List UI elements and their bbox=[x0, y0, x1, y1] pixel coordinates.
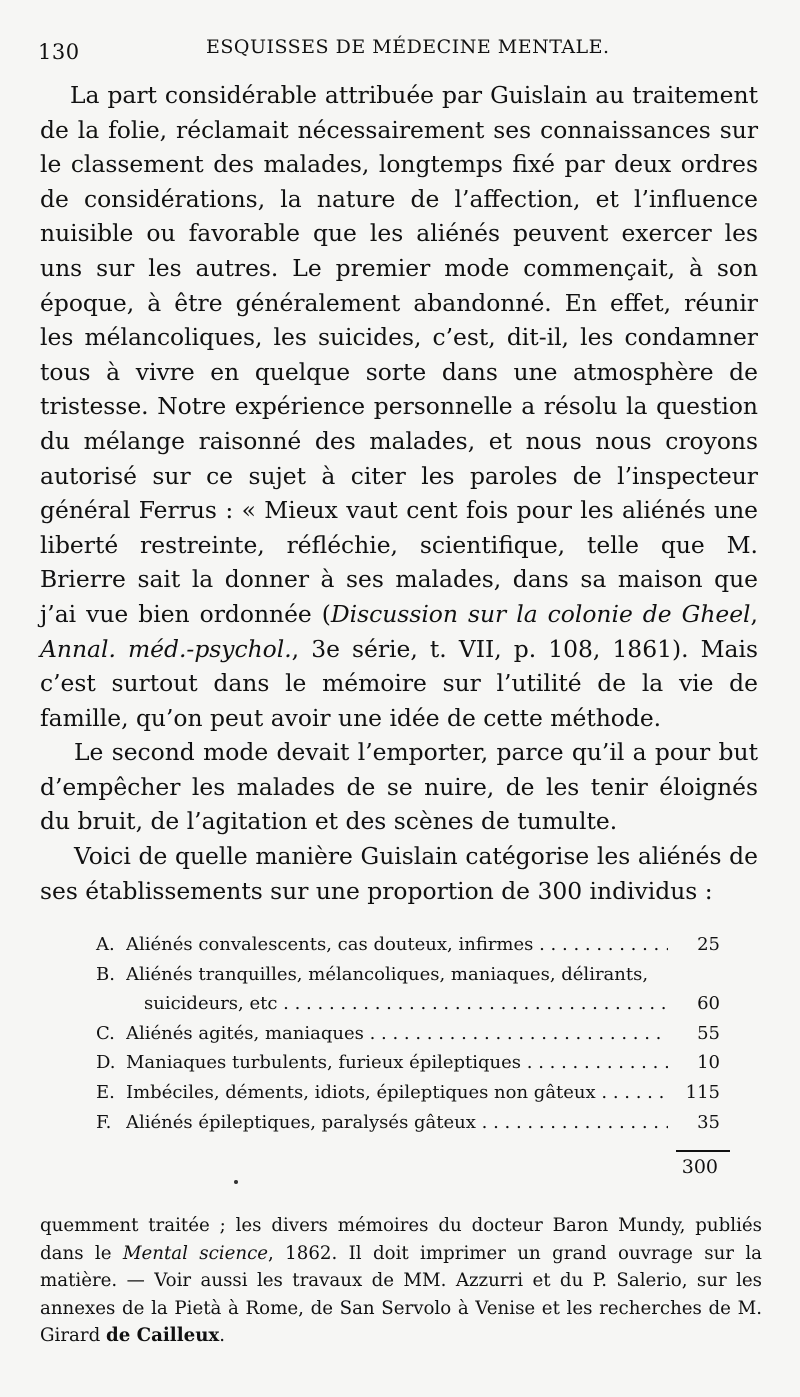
row-text: Imbéciles, déments, idiots, épileptiques non gâteux . . . bbox=[126, 1078, 668, 1108]
row-text: suicideurs, etc . . . bbox=[144, 989, 668, 1019]
row-value: 35 bbox=[697, 1111, 720, 1133]
footnote-text-end: . bbox=[219, 1325, 226, 1347]
row-value: 115 bbox=[685, 1081, 720, 1103]
table-row bbox=[96, 1048, 720, 1078]
table-row bbox=[96, 960, 720, 990]
row-text: Aliénés tranquilles, mélancoliques, maniaques, délirants, bbox=[126, 963, 649, 985]
row-label: F. bbox=[96, 1111, 112, 1133]
total-rule bbox=[676, 1150, 730, 1152]
categories-table bbox=[96, 930, 720, 1137]
row-label: C. bbox=[96, 1022, 115, 1044]
table-row bbox=[96, 1078, 720, 1108]
footnote bbox=[40, 1212, 762, 1350]
footnote-text-2: , 1862. Il doit imprimer un grand ouvrage sur la matière. — Voir aussi les travaux de MM. Azzurri et du P. Salerio, sur les annexes de la Pietà à Rome, de San Servolo à Venise et les recherches de M. Girard bbox=[40, 1242, 763, 1347]
row-label: E. bbox=[96, 1081, 115, 1103]
footnote-bold: de Cailleux bbox=[106, 1325, 220, 1347]
main-text bbox=[40, 78, 758, 908]
footnote-paragraph bbox=[40, 1212, 762, 1350]
page-number: 130 bbox=[38, 40, 80, 64]
row-value: 60 bbox=[697, 993, 720, 1015]
table-total: 300 bbox=[681, 1156, 718, 1178]
row-text: Aliénés convalescents, cas douteux, infirmes . . . bbox=[126, 930, 668, 960]
table-row bbox=[96, 1108, 720, 1138]
paragraph-1-italic-1: Discussion sur la colonie de Gheel bbox=[330, 599, 751, 628]
row-label: D. bbox=[96, 1052, 116, 1074]
footnote-italic: Mental science bbox=[122, 1242, 269, 1264]
running-header bbox=[38, 34, 760, 64]
paragraph-1 bbox=[40, 78, 758, 735]
scan-speck bbox=[234, 1180, 238, 1184]
row-label: B. bbox=[96, 963, 115, 985]
row-text: Aliénés épileptiques, paralysés gâteux . . . bbox=[126, 1108, 668, 1138]
row-value: 25 bbox=[697, 934, 720, 955]
paragraph-1-italic-2: Annal. méd.-psychol. bbox=[40, 634, 292, 663]
running-title: ESQUISSES DE MÉDECINE MENTALE. bbox=[206, 36, 610, 58]
row-label: A. bbox=[96, 934, 115, 955]
table-row bbox=[96, 989, 720, 1019]
paragraph-3: Voici de quelle manière Guislain catégorise les aliénés de ses établissements sur une proportion de 300 individus : bbox=[40, 842, 758, 905]
row-text: Maniaques turbulents, furieux épileptiques . . . bbox=[126, 1048, 668, 1078]
paragraph-2: Le second mode devait l’emporter, parce qu’il a pour but d’empêcher les malades de se nuire, de les tenir éloignés du bruit, de l’agitation et des scènes de tumulte. bbox=[40, 738, 758, 836]
row-text: Aliénés agités, maniaques . . . bbox=[126, 1019, 668, 1049]
row-value: 10 bbox=[697, 1052, 720, 1074]
row-value: 55 bbox=[697, 1022, 720, 1044]
paragraph-1-text-a: La part considérable attribuée par Guislain au traitement de la folie, réclamait nécessairement ses connaissances sur le classement des malades, longtemps fixé par deux ordres de considérations, la nature de l’affection, et l’influence nuisible ou favorable que les aliénés peuvent exercer les uns sur les autres. Le premier mode commençait, à son époque, à être généralement abandonné. En effet, réunir les mélancoliques, les suicides, c’est, dit-il, les condamner tous à vivre en quelque sorte dans une atmosphère de tristesse. Notre expérience personnelle a résolu la question du mélange raisonné des malades, et nous nous croyons autorisé sur ce sujet à citer les paroles de l’inspecteur général Ferrus : « Mieux vaut cent fois pour les aliénés une liberté restreinte, réfléchie, scientifique, telle que M. Brierre sait la donner à ses malades, dans sa maison que j’ai vue bien ordonnée ( bbox=[40, 81, 758, 628]
footnote-text-1: quemment traitée ; les divers mémoires du docteur Baron Mundy, publiés dans le bbox=[40, 1215, 762, 1264]
paragraph-1-text-c: , 3e série, t. VII, p. 108, 1861). Mais c’est surtout dans le mémoire sur l’utilité de la vie de famille, qu’on peut avoir une idée de cette méthode. bbox=[40, 634, 758, 732]
paragraph-1-text-b: , bbox=[750, 599, 758, 628]
table-row bbox=[96, 930, 720, 960]
table-row bbox=[96, 1019, 720, 1049]
